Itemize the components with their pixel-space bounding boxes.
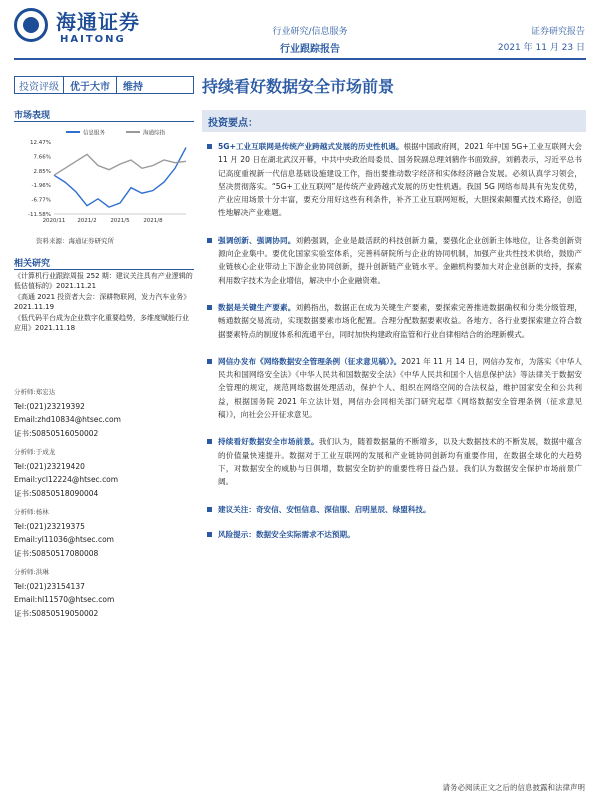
related-item[interactable]: 《低代码平台成为企业数字化重要趋势，多维度赋能行业应用》2021.11.18	[14, 314, 189, 332]
logo-mark-icon	[14, 8, 48, 42]
analyst-card	[14, 446, 194, 500]
header-divider	[14, 58, 586, 60]
disclaimer-footer: 请务必阅读正文之后的信息披露和法律声明	[442, 783, 585, 792]
market-performance-chart	[14, 124, 194, 230]
key-point-lead: 建议关注：奇安信、安恒信息、深信服、启明星辰、绿盟科技。	[218, 504, 431, 514]
chart-source: 资料来源：海通证券研究所	[36, 237, 114, 245]
analyst-email[interactable]: Email:zhd10834@htsec.com	[14, 415, 121, 424]
series-line	[54, 148, 186, 208]
bullet-icon	[207, 532, 212, 537]
analyst-email[interactable]: Email:hl11570@htsec.com	[14, 595, 115, 604]
related-item[interactable]: 《高通 2021 投资者大会：深耕物联网，发力汽车业务》2021.11.19	[14, 293, 191, 311]
key-point	[206, 528, 582, 541]
analyst-name: 分析师:郑宏达	[14, 388, 56, 396]
analyst-email[interactable]: Email:yl11036@htsec.com	[14, 535, 114, 544]
key-point	[206, 435, 582, 488]
y-tick-label: 2.85%	[33, 168, 51, 175]
key-point-lead: 强调创新、强调协同。	[218, 235, 296, 245]
key-point	[206, 140, 582, 220]
analyst-card	[14, 506, 194, 560]
analyst-cert: 证书:S0850517080008	[14, 548, 99, 558]
key-point-body: 根据中国政府网，2021 年中国 5G+工业互联网大会 11 月 20 日在湖北武汉开幕，中共中央政治局委员、国务院副总理刘鹤作书面致辞，刘鹤表示，习近平总书记高度重视新一代信息基础设施建设工作，指出要推动数字经济和实体经济融合发展。必须认真学习领会，坚决贯彻落实。“5G+工业互联网”是传统产业跨越式发展的历史性机遇。我国 5G 网络布局具有先发优势，产业应用场景十分丰富，要充分用好这些有利条件，补齐工业互联网短板，大胆探索颠覆式技术路径，创造性地解决产业难题。	[218, 142, 582, 218]
chart-lines	[54, 148, 186, 208]
key-point-lead: 网信办发布《网络数据安全管理条例（征求意见稿）》。	[218, 356, 402, 366]
related-item[interactable]: 《计算机行业跟踪周报 252 期：建议关注具有产业逻辑的低估值标的》2021.11.21	[14, 272, 193, 290]
key-point-lead: 数据是关键生产要素。	[218, 302, 296, 312]
bullet-icon	[207, 305, 212, 310]
key-point-body: 2021 年 11 月 14 日，网信办发布，为落实《中华人民共和国网络安全法》《中华人民共和国数据安全法》《中华人民共和国个人信息保护法》等法律关于数据安全管理的规定，规范网络数据处理活动，保护个人、组织在网络空间的合法权益，维护国家安全和公共利益，根据国务院 2021 年立法计划，网信办会同相关部门研究起草《网络数据安全管理条例（征求意见稿）》，向社会公开征求意见。	[218, 356, 582, 420]
y-tick-label: 12.47%	[30, 140, 51, 146]
bullet-icon	[207, 238, 212, 243]
analyst-email[interactable]: Email:ycl12224@htsec.com	[14, 475, 119, 484]
legend-label: 海通综指	[143, 130, 166, 137]
y-tick-label: -11.58%	[28, 212, 51, 218]
analyst-tel: Tel:(021)23219375	[14, 521, 85, 531]
analyst-card	[14, 386, 194, 440]
key-point-lead: 风险提示：数据安全实际需求不达预期。	[218, 529, 355, 539]
market-section-title: 市场表现	[14, 111, 51, 121]
bullet-icon	[207, 144, 212, 149]
key-points-title: 投资要点：	[208, 118, 258, 129]
y-tick-label: -1.96%	[31, 183, 51, 190]
x-tick-label: 2020/11	[42, 218, 66, 224]
y-tick-label: -6.77%	[31, 197, 51, 204]
x-tick-label: 2021/2	[77, 218, 97, 224]
key-point-body: 我们认为，随着数据量的不断增多，以及大数据技术的不断发展，数据中蕴含的价值量快速提升。数据对于工业互联网的发展和产业链协同创新均有重要作用，在数据全球化的大趋势下，对数据安全的威胁与日俱增，数据安全防护的重要性将日益凸显。我们认为数据安全保护市场前景广阔。	[218, 437, 583, 487]
analyst-tel: Tel:(021)23219392	[14, 401, 85, 411]
analyst-name: 分析师:杨林	[14, 508, 49, 516]
bullet-icon	[207, 507, 212, 512]
key-point	[206, 234, 582, 287]
logo-english-name: HAITONG	[60, 34, 126, 45]
key-point	[206, 301, 582, 341]
rating-label: 投资评级	[15, 77, 64, 93]
report-type: 行业跟踪报告	[280, 44, 340, 55]
key-point	[206, 503, 582, 516]
analyst-tel: Tel:(021)23219420	[14, 461, 85, 471]
investment-rating	[14, 76, 194, 94]
haitong-logo	[14, 6, 164, 52]
x-tick-label: 2021/8	[143, 218, 163, 224]
analyst-name: 分析师:于成龙	[14, 448, 56, 456]
report-date: 2021 年 11 月 23 日	[497, 43, 585, 53]
analyst-cert: 证书:S0850519050002	[14, 608, 99, 618]
market-section-rule	[14, 121, 194, 122]
bullet-icon	[207, 439, 212, 444]
related-section-title: 相关研究	[14, 259, 51, 269]
x-tick-label: 2021/5	[110, 218, 130, 224]
related-section-rule	[14, 269, 194, 270]
industry-category: 行业研究/信息服务	[272, 27, 348, 37]
y-tick-label: 7.66%	[33, 154, 51, 161]
rating-value: 优于大市	[64, 77, 117, 93]
report-label: 证券研究报告	[530, 27, 585, 37]
series-line	[54, 154, 186, 175]
analyst-tel: Tel:(021)23154137	[14, 581, 85, 591]
key-point-body: 刘鹤强调，企业是最活跃的科技创新力量，要强化企业创新主体地位，让各类创新资源向企业集中。要优化国家实验室体系，完善科研院所与企业的协同机制，加强产业共性技术供给，鼓励产业链核心企业带动上下游企业协同创新，提升创新链产业链水平。金融机构要加大对企业创新的支持，探索利用数字技术为企业增信，解决中小企业融资难。	[218, 235, 583, 285]
related-research-list	[14, 272, 194, 336]
report-title: 持续看好数据安全市场前景	[202, 77, 395, 96]
key-point	[206, 355, 582, 421]
analyst-cert: 证书:S0850518090004	[14, 488, 99, 498]
analyst-card	[14, 566, 194, 620]
rating-status: 维持	[123, 81, 143, 93]
key-point-body: 刘鹤指出，数据正在成为关键生产要素，要探索完善推进数据确权和分类分级管理，畅通数据交易流动，实现数据要素市场化配置。合理分配数据要素收益。各地方、各行业要探索建立符合数据要素特点的制度体系和流通平台，同时加快构建政府监管和行业自律相结合的治理新模式。	[218, 302, 583, 339]
key-points-header-bar	[202, 110, 586, 132]
logo-chinese-name: 海通证券	[56, 10, 140, 34]
key-point-lead: 5G+工业互联网是传统产业跨越式发展的历史性机遇。	[218, 142, 404, 151]
analyst-list	[14, 386, 194, 626]
chart-legend	[66, 129, 166, 137]
bullet-icon	[207, 359, 212, 364]
key-point-lead: 持续看好数据安全市场前景。	[218, 437, 319, 447]
analyst-name: 分析师:洪琳	[14, 568, 49, 576]
legend-label: 信息服务	[83, 130, 106, 137]
key-points-list	[206, 140, 582, 541]
analyst-cert: 证书:S0850516050002	[14, 428, 99, 438]
chart-axes	[28, 140, 186, 224]
